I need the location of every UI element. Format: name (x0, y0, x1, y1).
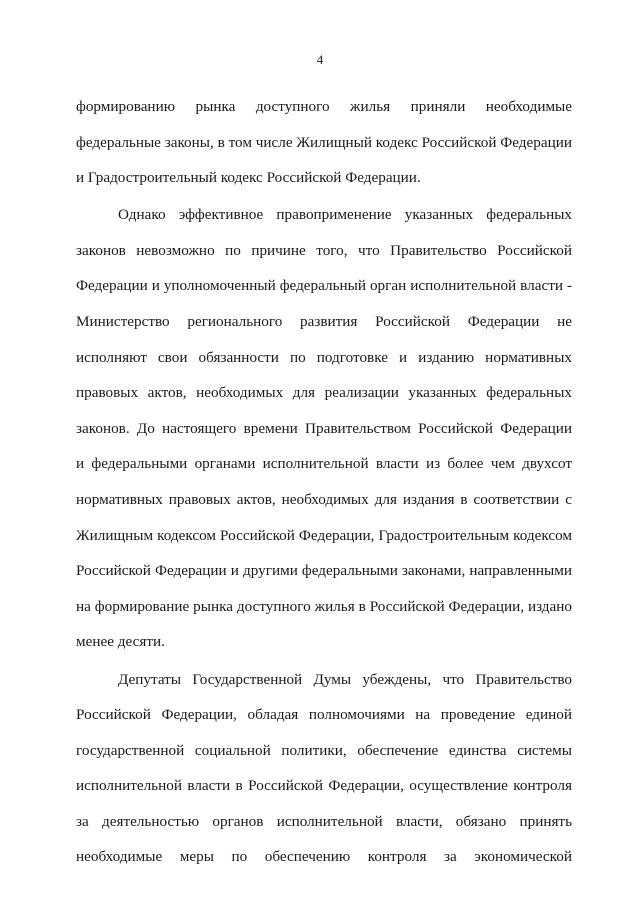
text-line: исполнительной власти в Российской Федерации, осуществление контроля (76, 777, 572, 795)
text-line: исполняют свои обязанности по подготовке и изданию нормативных (76, 348, 572, 366)
text-line: формированию рынка доступного жилья приняли необходимые (76, 98, 572, 115)
text-line: Депутаты Государственной Думы убеждены, что Правительство (118, 670, 572, 688)
text-line: Российской Федерации и другими федеральными законами, направленными (76, 562, 572, 580)
text-line: и Градостроительный кодекс Российской Федерации. (76, 169, 421, 187)
paragraph-3 (76, 662, 572, 876)
body-text (76, 89, 572, 877)
text-line: необходимые меры по обеспечению контроля за экономической (76, 848, 572, 866)
text-line: законов. До настоящего времени Правительством Российской Федерации (76, 419, 572, 437)
text-line: менее десяти. (76, 633, 165, 651)
page-number: 4 (316, 52, 324, 67)
text-line: законов невозможно по причине того, что Правительство Российской (76, 241, 572, 259)
text-line: нормативных правовых актов, необходимых для издания в соответствии с (76, 491, 572, 509)
text-line: Однако эффективное правоприменение указанных федеральных (118, 206, 572, 224)
text-line: на формирование рынка доступного жилья в Российской Федерации, издано (76, 597, 572, 615)
paragraph-2 (76, 197, 572, 660)
text-line: федеральные законы, в том числе Жилищный кодекс Российской Федерации (76, 133, 572, 151)
text-line: Федерации и уполномоченный федеральный орган исполнительной власти - (76, 277, 572, 295)
text-line: государственной социальной политики, обеспечение единства системы (76, 741, 572, 759)
text-line: за деятельностью органов исполнительной власти, обязано принять (76, 812, 572, 830)
paragraph-1 (76, 89, 572, 196)
text-line: Российской Федерации, обладая полномочиями на проведение единой (76, 706, 572, 724)
text-line: Министерство регионального развития Российской Федерации не (76, 313, 572, 331)
text-line: и федеральными органами исполнительной власти из более чем двухсот (76, 455, 572, 473)
text-line: правовых актов, необходимых для реализации указанных федеральных (76, 384, 572, 402)
text-line: Жилищным кодексом Российской Федерации, Градостроительным кодексом (76, 526, 572, 544)
